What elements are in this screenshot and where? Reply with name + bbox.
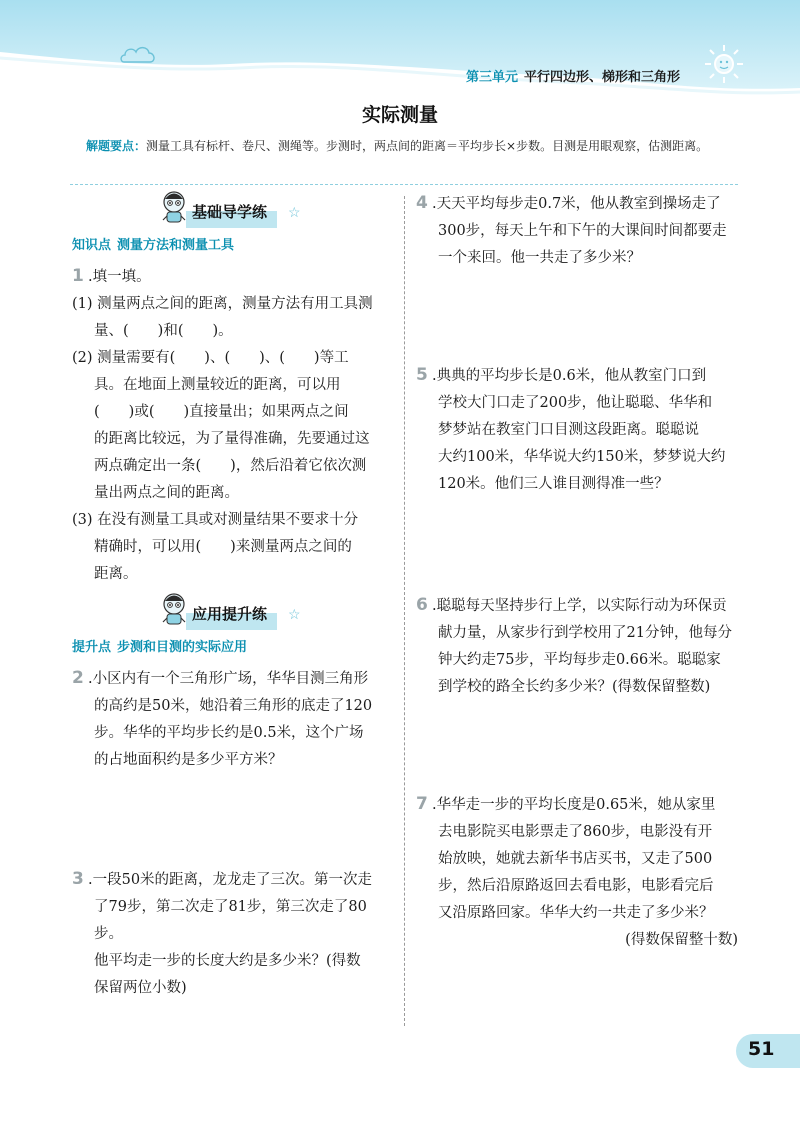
- q3-line1: .一段50米的距离，龙龙走了三次。第一次走: [88, 872, 373, 888]
- mascot-icon: [160, 592, 188, 628]
- q5-line4: 大约100米，华华说大约150米，梦梦说大约: [438, 449, 726, 465]
- q1-part2-line1: (2) 测量需要有( )、( )、( )等工: [72, 350, 349, 366]
- question-stem: .填一填。: [88, 269, 151, 285]
- question-7: [416, 791, 738, 954]
- q4-line3: 一个来回。他一共走了多少米？: [438, 250, 641, 266]
- tips-divider: [70, 184, 738, 185]
- q5-line1: .典典的平均步长是0.6米，他从教室门口到: [432, 368, 707, 384]
- column-divider: [404, 196, 405, 1026]
- page-title: 实际测量: [361, 104, 438, 126]
- q2-line1: .小区内有一个三角形广场，华华目测三角形: [88, 671, 369, 687]
- question-number: 1: [72, 266, 84, 286]
- section-badge-apply: 应用提升练: [186, 599, 277, 630]
- question-5: [416, 362, 738, 498]
- q6-line2: 献力量，从家步行到学校用了21分钟，他每分: [438, 625, 732, 641]
- knowledge-point: [72, 232, 394, 259]
- q5-line3: 梦梦站在教室门口目测这段距离。聪聪说: [438, 422, 699, 438]
- star-icon: ☆: [288, 607, 301, 623]
- q4-line1: .天天平均每步走0.7米，他从教室到操场走了: [432, 196, 721, 212]
- q1-part3-line1: (3) 在没有测量工具或对测量结果不要求十分: [72, 512, 359, 528]
- tips-box: [86, 134, 726, 158]
- question-4: [416, 190, 738, 272]
- sun-icon: [702, 42, 746, 86]
- q1-part3-line2: 精确时，可以用( )来测量两点之间的: [94, 539, 352, 555]
- question-1: [72, 263, 394, 588]
- q1-part3-line3: 距离。: [94, 566, 138, 582]
- question-number: 6: [416, 595, 428, 615]
- page-number: 51: [748, 1038, 775, 1060]
- unit-title: 平行四边形、梯形和三角形: [524, 70, 681, 85]
- improvement-text: 步测和目测的实际应用: [117, 640, 248, 655]
- knowledge-label: 知识点: [72, 238, 112, 253]
- q5-line2: 学校大门口走了200步，他让聪聪、华华和: [438, 395, 713, 411]
- question-number: 5: [416, 365, 428, 385]
- cloud-icon: [118, 40, 158, 68]
- right-column: [416, 190, 738, 954]
- tips-label: 解题要点：: [86, 139, 147, 153]
- section-badge-basic: 基础导学练: [186, 197, 277, 228]
- q1-part1-line1: (1) 测量两点之间的距离，测量方法有用工具测: [72, 296, 373, 312]
- section-basic-head: [72, 190, 394, 230]
- q1-part2-line3: ( )或( )直接量出；如果两点之间: [94, 404, 349, 420]
- tips-text: 测量工具有标杆、卷尺、测绳等。步测时，两点间的距离＝平均步长×步数。目测是用眼观察，估测距离。: [146, 139, 709, 153]
- q3-line2: 了79步，第二次走了81步，第三次走了80步。: [94, 899, 367, 942]
- q1-part2-line4: 的距离比较远，为了量得准确，先要通过这: [94, 431, 370, 447]
- q4-line2: 300步，每天上午和下午的大课间时间都要走: [438, 223, 727, 239]
- left-column: [72, 190, 394, 1002]
- q7-line5: 又沿原路回家。华华大约一共走了多少米？: [438, 905, 714, 921]
- question-number: 2: [72, 668, 84, 688]
- q7-line6: (得数保留整十数): [625, 932, 738, 948]
- section-apply-head: [72, 592, 394, 632]
- q1-part2-line5: 两点确定出一条( )，然后沿着它依次测: [94, 458, 367, 474]
- q3-line4: 保留两位小数): [94, 980, 187, 996]
- question-6: [416, 592, 738, 701]
- q7-line1: .华华走一步的平均长度是0.65米，她从家里: [432, 797, 716, 813]
- mascot-icon: [160, 190, 188, 226]
- q1-part1-line2: 量、( )和( )。: [94, 323, 233, 339]
- q1-part2-line6: 量出两点之间的距离。: [94, 485, 239, 501]
- q2-line2: 的高约是50米，她沿着三角形的底走了120: [94, 698, 373, 714]
- question-3: [72, 866, 394, 1002]
- q7-line2: 去电影院买电影票走了860步，电影没有开: [438, 824, 713, 840]
- knowledge-text: 测量方法和测量工具: [117, 238, 235, 253]
- q5-line5: 120米。他们三人谁目测得准一些？: [438, 476, 669, 492]
- q7-line3: 始放映，她就去新华书店买书，又走了500: [438, 851, 713, 867]
- q6-line1: .聪聪每天坚持步行上学，以实际行动为环保贡: [432, 598, 727, 614]
- q6-line3: 钟大约走75步，平均每步走0.66米。聪聪家: [438, 652, 721, 668]
- star-icon: ☆: [288, 205, 301, 221]
- unit-number: 第三单元: [466, 70, 519, 85]
- q2-line4: 的占地面积约是多少平方米？: [94, 752, 283, 768]
- question-number: 7: [416, 794, 428, 814]
- q3-line3: 他平均走一步的长度大约是多少米？(得数: [94, 953, 361, 969]
- q2-line3: 步。华华的平均步长约是0.5米，这个广场: [94, 725, 364, 741]
- question-number: 4: [416, 193, 428, 213]
- q6-line4: 到学校的路全长约多少米？(得数保留整数): [438, 679, 711, 695]
- improvement-label: 提升点: [72, 640, 112, 655]
- q1-part2-line2: 具。在地面上测量较近的距离，可以用: [94, 377, 341, 393]
- improvement-point: [72, 634, 394, 661]
- question-number: 3: [72, 869, 84, 889]
- question-2: [72, 665, 394, 774]
- q7-line4: 步，然后沿原路返回去看电影，电影看完后: [438, 878, 714, 894]
- unit-label: [466, 66, 680, 85]
